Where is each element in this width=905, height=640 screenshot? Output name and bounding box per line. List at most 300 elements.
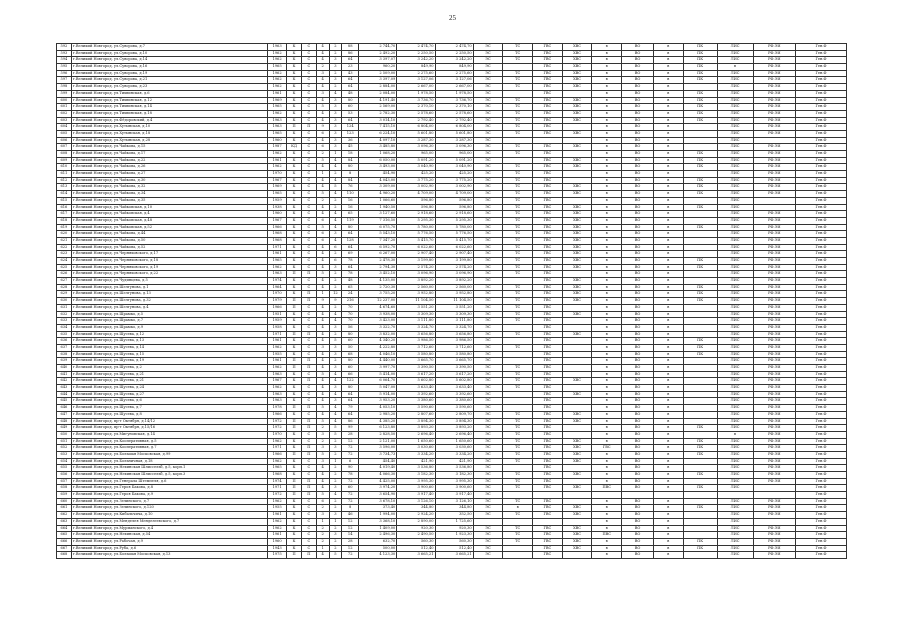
table-cell: 5 414,00 bbox=[359, 371, 397, 378]
table-cell: 4 019,40 bbox=[359, 465, 397, 472]
table-row bbox=[57, 197, 847, 204]
table-cell: ЛИС bbox=[717, 278, 753, 285]
table-cell: ВО bbox=[622, 451, 654, 458]
table-cell: 2 084,00 bbox=[359, 90, 397, 97]
table-cell: ЛИС bbox=[717, 117, 753, 124]
address-cell: г.Великий Новгород, ул.Тихвинская, д.6 bbox=[71, 90, 267, 97]
table-cell: ВО bbox=[622, 498, 654, 505]
table-cell: 2 560,00 bbox=[435, 284, 473, 291]
table-cell: 3 974,20 bbox=[359, 485, 397, 492]
table-cell: 4 bbox=[329, 405, 342, 412]
table-cell: ЭС bbox=[473, 97, 503, 104]
table-cell: ВО bbox=[622, 311, 654, 318]
table-cell: ТС bbox=[503, 365, 533, 372]
table-cell: Ген.Ф bbox=[795, 278, 846, 285]
table-cell: в bbox=[592, 117, 622, 124]
table-cell: в bbox=[653, 244, 683, 251]
table-cell: С bbox=[301, 465, 316, 472]
table-cell: ГВС bbox=[533, 451, 563, 458]
row-number-cell: 667 bbox=[57, 545, 72, 552]
table-cell: ЭС bbox=[473, 124, 503, 131]
table-cell: ВО bbox=[622, 318, 654, 325]
table-cell: 3 bbox=[316, 70, 329, 77]
table-cell: П bbox=[301, 124, 316, 131]
table-cell: ЛИС bbox=[717, 137, 753, 144]
address-cell: г.Великий Новгород, ул.Зелинского, д.7 bbox=[71, 498, 267, 505]
table-row bbox=[57, 512, 847, 519]
table-cell: в bbox=[592, 171, 622, 178]
table-cell: 3 392,60 bbox=[435, 391, 473, 398]
row-number-cell: 594 bbox=[57, 57, 72, 64]
table-cell: ВО bbox=[622, 251, 654, 258]
table-cell: 3 324,70 bbox=[397, 324, 435, 331]
table-cell: ГВС bbox=[533, 425, 563, 432]
address-cell: г.Великий Новгород, ул.Чайкова, д.50 bbox=[71, 237, 267, 244]
table-cell: 7 415,10 bbox=[359, 124, 397, 131]
table-cell: 4 135,00 bbox=[359, 278, 397, 285]
table-cell: ХВС bbox=[562, 532, 592, 539]
table-cell: 80 bbox=[342, 224, 359, 231]
table-cell: 3 bbox=[329, 144, 342, 151]
row-number-cell: 635 bbox=[57, 331, 72, 338]
table-cell: ЛИС bbox=[717, 385, 753, 392]
table-cell: 3 580,80 bbox=[435, 351, 473, 358]
table-cell: 6 592,70 bbox=[359, 244, 397, 251]
table-cell: С bbox=[301, 371, 316, 378]
table-cell bbox=[503, 391, 533, 398]
table-cell: 46 bbox=[342, 512, 359, 519]
table-cell: ПК bbox=[683, 57, 717, 64]
table-cell: 3 111,80 bbox=[435, 318, 473, 325]
table-cell: П bbox=[287, 478, 302, 485]
table-cell: ЛИС bbox=[717, 191, 753, 198]
table-cell: 4 bbox=[316, 251, 329, 258]
table-cell: С bbox=[301, 318, 316, 325]
address-cell: г.Великий Новгород, ул.Щусева, д.13 bbox=[71, 338, 267, 345]
table-cell: Ген.Ф bbox=[795, 398, 846, 405]
address-cell: г.Великий Новгород, ул.Больничная, д.18 bbox=[71, 458, 267, 465]
table-row bbox=[57, 324, 847, 331]
table-cell: 3 bbox=[316, 90, 329, 97]
table-cell: ЛИС bbox=[717, 164, 753, 171]
table-cell: 5 bbox=[329, 431, 342, 438]
table-cell: РФ.ЭЙ bbox=[753, 431, 795, 438]
table-cell: 2 bbox=[329, 304, 342, 311]
table-cell: Ген.Ф bbox=[795, 304, 846, 311]
table-cell: ВО bbox=[622, 104, 654, 111]
table-cell: в bbox=[592, 538, 622, 545]
table-row bbox=[57, 338, 847, 345]
table-cell: 3 bbox=[329, 57, 342, 64]
table-cell: К bbox=[287, 244, 302, 251]
table-cell: ВО bbox=[622, 304, 654, 311]
table-cell: 2 667,00 bbox=[397, 84, 435, 91]
table-cell: в bbox=[717, 431, 753, 438]
table-cell: П bbox=[301, 418, 316, 425]
table-cell: 5 415,70 bbox=[397, 237, 435, 244]
table-cell: К bbox=[287, 398, 302, 405]
table-cell: в bbox=[653, 324, 683, 331]
table-cell bbox=[753, 137, 795, 144]
table-cell: КД bbox=[287, 144, 302, 151]
table-cell: К bbox=[287, 458, 302, 465]
table-cell: 1962 bbox=[268, 498, 287, 505]
table-cell: 596,80 bbox=[397, 204, 435, 211]
table-cell: РФ.ЭЙ bbox=[753, 177, 795, 184]
table-cell: в bbox=[653, 157, 683, 164]
table-cell: ЛИС bbox=[717, 151, 753, 158]
table-cell: ХВС bbox=[562, 164, 592, 171]
table-cell: ВО bbox=[622, 117, 654, 124]
table-row bbox=[57, 117, 847, 124]
table-cell: К bbox=[287, 545, 302, 552]
table-cell: 4 bbox=[316, 97, 329, 104]
table-cell: в bbox=[653, 485, 683, 492]
table-cell: Ген.Ф bbox=[795, 137, 846, 144]
table-cell: Ген.Ф bbox=[795, 425, 846, 432]
table-cell: ТС bbox=[503, 378, 533, 385]
address-cell: г.Великий Новгород, ул.Героя Бакова, д.9 bbox=[71, 492, 267, 499]
table-cell: 3 894,30 bbox=[435, 418, 473, 425]
table-cell: Ген.Ф bbox=[795, 237, 846, 244]
table-cell bbox=[683, 304, 717, 311]
table-cell: 11 104,50 bbox=[397, 298, 435, 305]
table-cell: в bbox=[592, 451, 622, 458]
table-cell: ЛИС bbox=[717, 264, 753, 271]
table-cell: ВО bbox=[622, 351, 654, 358]
table-cell: 2 bbox=[316, 538, 329, 545]
table-cell: ХВС bbox=[562, 311, 592, 318]
table-cell: в bbox=[653, 472, 683, 479]
table-cell: ГВС bbox=[533, 298, 563, 305]
table-cell: 2 275,60 bbox=[435, 70, 473, 77]
table-cell: 6 bbox=[342, 458, 359, 465]
table-cell: РФ.ЭЙ bbox=[753, 77, 795, 84]
table-row bbox=[57, 545, 847, 552]
table-cell: ТС bbox=[503, 97, 533, 104]
table-cell: К bbox=[287, 264, 302, 271]
address-cell: г.Великий Новгород, ул.Черняховского, д.19 bbox=[71, 264, 267, 271]
table-cell: К bbox=[287, 231, 302, 238]
table-cell: ВО bbox=[622, 445, 654, 452]
table-cell: ТС bbox=[503, 231, 533, 238]
table-cell: К bbox=[287, 518, 302, 525]
table-cell: ЛИС bbox=[717, 538, 753, 545]
table-cell: Ген.Ф bbox=[795, 130, 846, 137]
table-cell: ВО bbox=[622, 144, 654, 151]
table-cell: 1968 bbox=[268, 237, 287, 244]
table-cell: Ген.Ф bbox=[795, 385, 846, 392]
table-cell bbox=[683, 251, 717, 258]
table-cell: 920,30 bbox=[397, 525, 435, 532]
table-cell: Ген.Ф bbox=[795, 391, 846, 398]
table-cell: РФ.ЭЙ bbox=[753, 318, 795, 325]
table-cell: 3 380,60 bbox=[435, 398, 473, 405]
table-cell: ХВС bbox=[562, 458, 592, 465]
table-cell: 3 bbox=[316, 344, 329, 351]
table-cell: ЭС bbox=[473, 110, 503, 117]
table-cell: ПК bbox=[683, 258, 717, 265]
table-cell: С bbox=[301, 130, 316, 137]
table-row bbox=[57, 64, 847, 71]
table-cell bbox=[683, 231, 717, 238]
table-cell: в bbox=[653, 525, 683, 532]
address-cell: г.Великий Новгород, ул.Суворова, д.23 bbox=[71, 84, 267, 91]
table-cell: 1962 bbox=[268, 50, 287, 57]
table-cell: 216 bbox=[342, 298, 359, 305]
table-cell: РФ.ЭЙ bbox=[753, 291, 795, 298]
table-cell: ХВС bbox=[562, 258, 592, 265]
table-cell: 84 bbox=[342, 177, 359, 184]
table-cell: ВО bbox=[622, 411, 654, 418]
table-cell: Ген.Ф bbox=[795, 151, 846, 158]
table-cell bbox=[562, 498, 592, 505]
table-cell: 1979 bbox=[268, 298, 287, 305]
address-cell: г.Великий Новгород, ул.Суворова, д.7 bbox=[71, 44, 267, 51]
table-cell: С bbox=[301, 84, 316, 91]
table-cell: Ген.Ф bbox=[795, 284, 846, 291]
table-cell: 3 287,30 bbox=[397, 137, 435, 144]
table-cell: 99 bbox=[342, 425, 359, 432]
table-cell: 65 bbox=[342, 284, 359, 291]
table-row bbox=[57, 525, 847, 532]
row-number-cell: 610 bbox=[57, 164, 72, 171]
table-cell: 72 bbox=[342, 552, 359, 559]
table-cell: в bbox=[653, 251, 683, 258]
table-cell: в bbox=[653, 505, 683, 512]
table-row bbox=[57, 244, 847, 251]
row-number-cell: 628 bbox=[57, 284, 72, 291]
table-cell: ПК bbox=[683, 97, 717, 104]
table-cell: ЛИС bbox=[717, 44, 753, 51]
table-cell: 421,90 bbox=[397, 458, 435, 465]
table-cell bbox=[683, 391, 717, 398]
table-cell: С bbox=[301, 304, 316, 311]
table-cell: ТС bbox=[503, 204, 533, 211]
table-cell: ВО bbox=[622, 124, 654, 131]
table-cell: 2 bbox=[329, 251, 342, 258]
address-cell: г.Великий Новгород, ул.Чайкова, д.22 bbox=[71, 157, 267, 164]
table-cell bbox=[533, 137, 563, 144]
table-cell: РФ.ЭЙ bbox=[753, 151, 795, 158]
table-cell: 123 bbox=[342, 130, 359, 137]
table-cell: 3 030,60 bbox=[435, 445, 473, 452]
table-cell: ХВС bbox=[562, 104, 592, 111]
page-number: 25 bbox=[449, 14, 456, 22]
table-cell: Ген.Ф bbox=[795, 458, 846, 465]
table-cell: ЭС bbox=[473, 358, 503, 365]
table-cell: ТС bbox=[503, 70, 533, 77]
table-cell: ТС bbox=[503, 117, 533, 124]
table-cell bbox=[562, 425, 592, 432]
table-cell: 80 bbox=[342, 97, 359, 104]
table-cell: ХВС bbox=[562, 418, 592, 425]
table-cell: в bbox=[653, 338, 683, 345]
table-cell: С bbox=[301, 538, 316, 545]
table-cell: ЛИС bbox=[717, 244, 753, 251]
table-cell: 2 bbox=[316, 151, 329, 158]
table-row bbox=[57, 532, 847, 539]
row-number-cell: 644 bbox=[57, 391, 72, 398]
table-cell: Ген.Ф bbox=[795, 244, 846, 251]
row-number-cell: 631 bbox=[57, 304, 72, 311]
table-cell: РФ.ЭЙ bbox=[753, 304, 795, 311]
table-cell: РФ.ЭЙ bbox=[753, 157, 795, 164]
table-cell: К bbox=[287, 104, 302, 111]
table-cell: ЛИС bbox=[717, 104, 753, 111]
table-cell: ЭС bbox=[473, 431, 503, 438]
table-cell: ЭС bbox=[473, 211, 503, 218]
table-cell: 122 bbox=[342, 378, 359, 385]
table-cell: 70 bbox=[342, 311, 359, 318]
table-cell: 3 bbox=[329, 365, 342, 372]
table-cell bbox=[562, 371, 592, 378]
table-cell: ВО bbox=[622, 418, 654, 425]
table-cell: 2 250,50 bbox=[397, 50, 435, 57]
table-cell: ЭС bbox=[473, 271, 503, 278]
table-cell: ГВС bbox=[533, 445, 563, 452]
table-cell: ЭС bbox=[473, 171, 503, 178]
table-cell: 64 bbox=[342, 398, 359, 405]
row-number-cell: 658 bbox=[57, 485, 72, 492]
table-cell: ВО bbox=[622, 378, 654, 385]
table-cell: 4 bbox=[316, 318, 329, 325]
table-cell: Ген.Ф bbox=[795, 445, 846, 452]
table-cell: 1961 bbox=[268, 251, 287, 258]
table-cell: К bbox=[287, 258, 302, 265]
table-cell: 1966 bbox=[268, 304, 287, 311]
table-cell: ЭС bbox=[473, 351, 503, 358]
table-cell: 2 bbox=[329, 331, 342, 338]
table-cell: ВО bbox=[622, 191, 654, 198]
table-cell: 78 bbox=[342, 472, 359, 479]
table-cell: в bbox=[592, 338, 622, 345]
table-cell: ЭС bbox=[473, 237, 503, 244]
table-cell: ЛИС bbox=[717, 144, 753, 151]
table-row bbox=[57, 431, 847, 438]
table-cell: ЛИС bbox=[717, 217, 753, 224]
table-cell: ХВС bbox=[562, 505, 592, 512]
table-cell: 4 bbox=[316, 258, 329, 265]
table-cell: РФ.ЭЙ bbox=[753, 344, 795, 351]
table-cell: 1963 bbox=[268, 391, 287, 398]
table-cell: 9 bbox=[316, 298, 329, 305]
table-cell: ЛИС bbox=[717, 130, 753, 137]
table-cell: в bbox=[653, 204, 683, 211]
table-cell: 12 237,00 bbox=[359, 298, 397, 305]
table-cell: ГВС bbox=[533, 64, 563, 71]
table-cell: ЭС bbox=[473, 90, 503, 97]
table-cell: ЭС bbox=[473, 371, 503, 378]
address-cell: г.Великий Новгород, ул.Мигуновская, д.14 bbox=[71, 431, 267, 438]
table-cell: С bbox=[301, 57, 316, 64]
table-cell: 3 633,40 bbox=[397, 385, 435, 392]
table-cell: 4 bbox=[316, 244, 329, 251]
table-cell: 1963 bbox=[268, 44, 287, 51]
table-cell: в bbox=[592, 331, 622, 338]
table-cell: 3 111,80 bbox=[397, 318, 435, 325]
table-cell bbox=[503, 465, 533, 472]
table-cell: 23 bbox=[342, 64, 359, 71]
table-cell: в bbox=[503, 505, 533, 512]
table-cell bbox=[683, 532, 717, 539]
table-cell: ЭС bbox=[473, 378, 503, 385]
table-cell: С bbox=[301, 144, 316, 151]
table-cell: ВО bbox=[622, 324, 654, 331]
table-cell: Ген.Ф bbox=[795, 224, 846, 231]
table-cell: РФ.ЭЙ bbox=[753, 164, 795, 171]
table-cell: ЭС bbox=[473, 304, 503, 311]
table-cell: ЭС bbox=[473, 545, 503, 552]
table-cell: 2 bbox=[316, 438, 329, 445]
table-cell: 965,00 bbox=[435, 151, 473, 158]
table-cell: К bbox=[287, 532, 302, 539]
table-cell: Ген.Ф bbox=[795, 57, 846, 64]
row-number-cell: 622 bbox=[57, 244, 72, 251]
table-cell: ВО bbox=[622, 177, 654, 184]
table-cell: 2 474,70 bbox=[397, 44, 435, 51]
table-cell: 920,30 bbox=[435, 525, 473, 532]
address-cell: г.Великий Новгород, ул.Шелгунова, д.32 bbox=[71, 298, 267, 305]
table-cell: ЛИС bbox=[717, 70, 753, 77]
table-cell: К bbox=[287, 472, 302, 479]
row-number-cell: 663 bbox=[57, 518, 72, 525]
table-cell: 4 709,00 bbox=[435, 191, 473, 198]
table-cell: РФ.ЭЙ bbox=[753, 237, 795, 244]
table-cell: 1 940,50 bbox=[359, 204, 397, 211]
table-cell: ГВС bbox=[533, 151, 563, 158]
table-cell: ХВС bbox=[562, 224, 592, 231]
table-cell: 2 bbox=[329, 278, 342, 285]
table-cell: Ген.Ф bbox=[795, 177, 846, 184]
table-cell: К bbox=[287, 498, 302, 505]
table-cell: 2 bbox=[329, 505, 342, 512]
table-cell: С bbox=[301, 117, 316, 124]
table-cell: 1961 bbox=[268, 512, 287, 519]
table-cell: С bbox=[301, 237, 316, 244]
table-cell: в bbox=[653, 331, 683, 338]
table-cell: 2 474,70 bbox=[435, 44, 473, 51]
table-row bbox=[57, 157, 847, 164]
table-cell bbox=[503, 137, 533, 144]
table-cell: С bbox=[301, 64, 316, 71]
table-cell: ЛИС bbox=[717, 485, 753, 492]
table-cell: РФ.ЭЙ bbox=[753, 50, 795, 57]
table-cell: 4 bbox=[329, 411, 342, 418]
table-cell: Ген.Ф bbox=[795, 217, 846, 224]
table-cell: 3 bbox=[329, 264, 342, 271]
table-cell: в bbox=[653, 498, 683, 505]
table-cell: С bbox=[301, 324, 316, 331]
table-cell: ЛИС bbox=[717, 378, 753, 385]
table-row bbox=[57, 171, 847, 178]
table-cell: ХВС bbox=[562, 251, 592, 258]
address-cell: г.Великий Новгород, ул.Щусева, д.21 bbox=[71, 378, 267, 385]
table-cell: ХВС bbox=[562, 451, 592, 458]
table-cell: 90 bbox=[342, 465, 359, 472]
table-cell: К bbox=[287, 385, 302, 392]
table-cell: ВО bbox=[622, 151, 654, 158]
table-cell bbox=[683, 171, 717, 178]
table-row bbox=[57, 291, 847, 298]
table-cell: 3 030,60 bbox=[397, 445, 435, 452]
table-cell: 2 bbox=[316, 64, 329, 71]
table-cell: 1978 bbox=[268, 405, 287, 412]
table-cell: ХВС bbox=[562, 184, 592, 191]
table-cell: 2 744,70 bbox=[359, 44, 397, 51]
table-cell: ЛИС bbox=[717, 498, 753, 505]
table-cell: 5 091,20 bbox=[435, 157, 473, 164]
